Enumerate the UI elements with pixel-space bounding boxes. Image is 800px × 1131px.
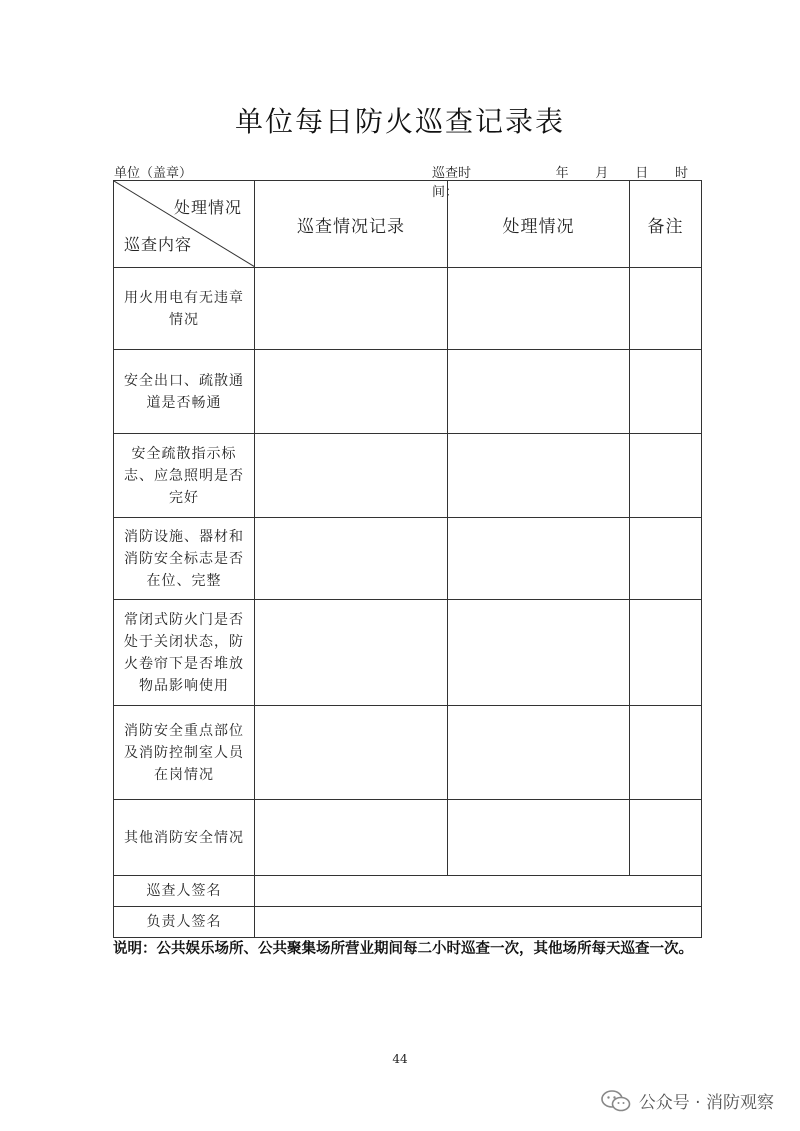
remark-cell[interactable] — [630, 600, 702, 706]
handling-cell[interactable] — [448, 706, 630, 800]
table-row — [114, 434, 702, 518]
remark-cell[interactable] — [630, 706, 702, 800]
record-cell[interactable] — [255, 600, 448, 706]
inspector-signature-field[interactable] — [255, 876, 702, 907]
handling-cell[interactable] — [448, 800, 630, 876]
remark-cell[interactable] — [630, 800, 702, 876]
item-label: 消防设施、器材和消防安全标志是否在位、完整 — [114, 518, 255, 600]
diag-top-label: 处理情况 — [173, 198, 242, 217]
signature-row-inspector — [114, 876, 702, 907]
remark-cell[interactable] — [630, 268, 702, 350]
item-label: 消防安全重点部位及消防控制室人员在岗情况 — [114, 706, 255, 800]
inspection-log-table — [113, 180, 702, 938]
watermark — [601, 1088, 774, 1113]
item-label: 用火用电有无违章情况 — [114, 268, 255, 350]
month-label: 月 — [595, 166, 609, 181]
responsible-signature-label: 负责人签名 — [114, 907, 255, 938]
handling-cell[interactable] — [448, 434, 630, 518]
table-row — [114, 518, 702, 600]
col-header-record: 巡查情况记录 — [255, 181, 448, 268]
record-cell[interactable] — [255, 268, 448, 350]
hour-label: 时 — [674, 166, 688, 181]
record-cell[interactable] — [255, 350, 448, 434]
item-label: 安全出口、疏散通道是否畅通 — [114, 350, 255, 434]
handling-cell[interactable] — [448, 350, 630, 434]
col-header-handling: 处理情况 — [448, 181, 630, 268]
explanation-note: 说明：公共娱乐场所、公共聚集场所营业期间每二小时巡查一次，其他场所每天巡查一次。 — [113, 941, 693, 957]
item-label: 其他消防安全情况 — [114, 800, 255, 876]
table-row — [114, 600, 702, 706]
record-cell[interactable] — [255, 518, 448, 600]
inspector-signature-label: 巡查人签名 — [114, 876, 255, 907]
handling-cell[interactable] — [448, 268, 630, 350]
table-row — [114, 350, 702, 434]
remark-cell[interactable] — [630, 434, 702, 518]
table-row — [114, 706, 702, 800]
year-label: 年 — [555, 166, 569, 181]
handling-cell[interactable] — [448, 518, 630, 600]
remark-cell[interactable] — [630, 518, 702, 600]
day-label: 日 — [635, 166, 649, 181]
diagonal-header-cell — [114, 181, 255, 268]
watermark-text: 公众号 · 消防观察 — [638, 1093, 774, 1113]
responsible-signature-field[interactable] — [255, 907, 702, 938]
table-row — [114, 268, 702, 350]
record-cell[interactable] — [255, 434, 448, 518]
item-label: 常闭式防火门是否处于关闭状态，防火卷帘下是否堆放物品影响使用 — [114, 600, 255, 706]
table-row — [114, 800, 702, 876]
col-header-remark: 备注 — [630, 181, 702, 268]
inspection-time-label: 巡查时间： — [432, 166, 472, 200]
remark-cell[interactable] — [630, 350, 702, 434]
item-label: 安全疏散指示标志、应急照明是否完好 — [114, 434, 255, 518]
diag-bottom-label: 巡查内容 — [124, 235, 193, 254]
handling-cell[interactable] — [448, 600, 630, 706]
form-title: 单位每日防火巡查记录表 — [234, 105, 565, 138]
page-number: 44 — [392, 1052, 408, 1066]
header-row — [114, 181, 702, 268]
unit-stamp-label: 单位（盖章） — [114, 166, 193, 181]
signature-row-responsible — [114, 907, 702, 938]
record-cell[interactable] — [255, 800, 448, 876]
wechat-icon — [601, 1089, 631, 1113]
record-cell[interactable] — [255, 706, 448, 800]
